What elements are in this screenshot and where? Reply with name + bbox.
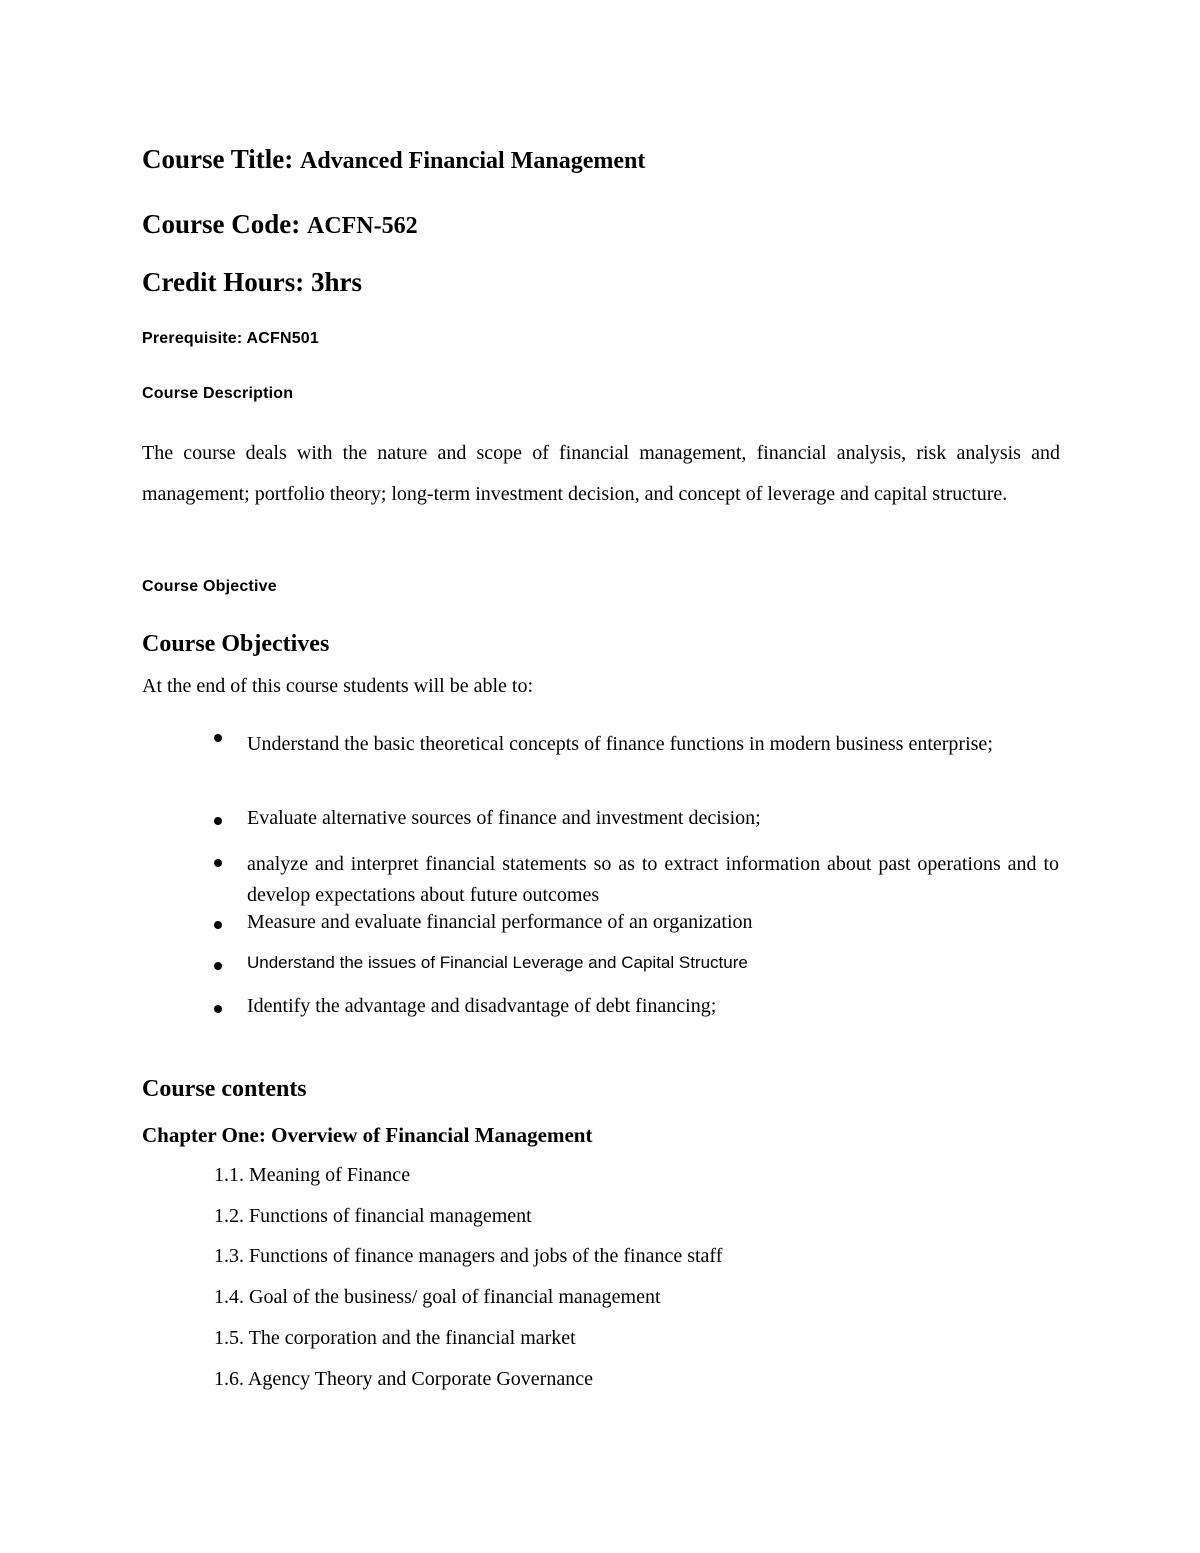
course-title-line	[142, 144, 645, 175]
course-code-value: ACFN-562	[306, 213, 418, 239]
bullet-icon	[214, 1005, 222, 1013]
course-code-line	[142, 209, 418, 240]
list-item: 1.2. Functions of financial management	[214, 1205, 532, 1227]
prerequisite: Prerequisite: ACFN501	[142, 330, 319, 347]
credit-hours-line	[142, 267, 362, 298]
bullet-icon	[214, 734, 222, 742]
course-title-value: Advanced Financial Management	[300, 148, 646, 174]
list-item: 1.5. The corporation and the financial market	[214, 1327, 576, 1349]
list-item: 1.1. Meaning of Finance	[214, 1164, 411, 1186]
bullet-icon	[214, 817, 222, 825]
credit-hours-label: Credit Hours:	[142, 267, 305, 297]
course-description-text: The course deals with the nature and scope of financial management, financial analysis, risk analysis and management; portfolio theory; long-term investment decision, and concept of leverage and capital structure.	[142, 442, 1060, 505]
credit-hours-value: 3hrs	[311, 267, 363, 297]
bullet-icon	[214, 921, 222, 929]
course-description-heading: Course Description	[142, 385, 294, 402]
course-contents-heading: Course contents	[142, 1076, 307, 1102]
list-item: 1.3. Functions of finance managers and jobs of the finance staff	[214, 1245, 723, 1267]
objective-item: Understand the issues of Financial Leverage and Capital Structure	[247, 953, 748, 972]
objective-item: Evaluate alternative sources of finance and investment decision;	[247, 807, 761, 829]
objectives-intro: At the end of this course students will be able to:	[142, 675, 534, 697]
objective-item: Understand the basic theoretical concepts of finance functions in modern business enterprise;	[247, 733, 993, 755]
course-title-label: Course Title:	[142, 144, 294, 174]
chapter-one-title: Chapter One: Overview of Financial Management	[142, 1123, 593, 1147]
course-code-label: Course Code:	[142, 209, 301, 239]
objective-item: Identify the advantage and disadvantage of debt financing;	[247, 995, 717, 1017]
list-item: 1.6. Agency Theory and Corporate Governance	[214, 1368, 593, 1390]
bullet-icon	[214, 962, 222, 970]
list-item: 1.4. Goal of the business/ goal of financial management	[214, 1286, 661, 1308]
bullet-icon	[214, 859, 222, 867]
objective-item: analyze and interpret financial statements so as to extract information about past operations and to develop expectations about future outcomes	[247, 853, 1059, 906]
objective-item: Measure and evaluate financial performance of an organization	[247, 911, 753, 933]
course-objective-small-heading: Course Objective	[142, 578, 277, 595]
course-objectives-heading: Course Objectives	[142, 631, 330, 657]
